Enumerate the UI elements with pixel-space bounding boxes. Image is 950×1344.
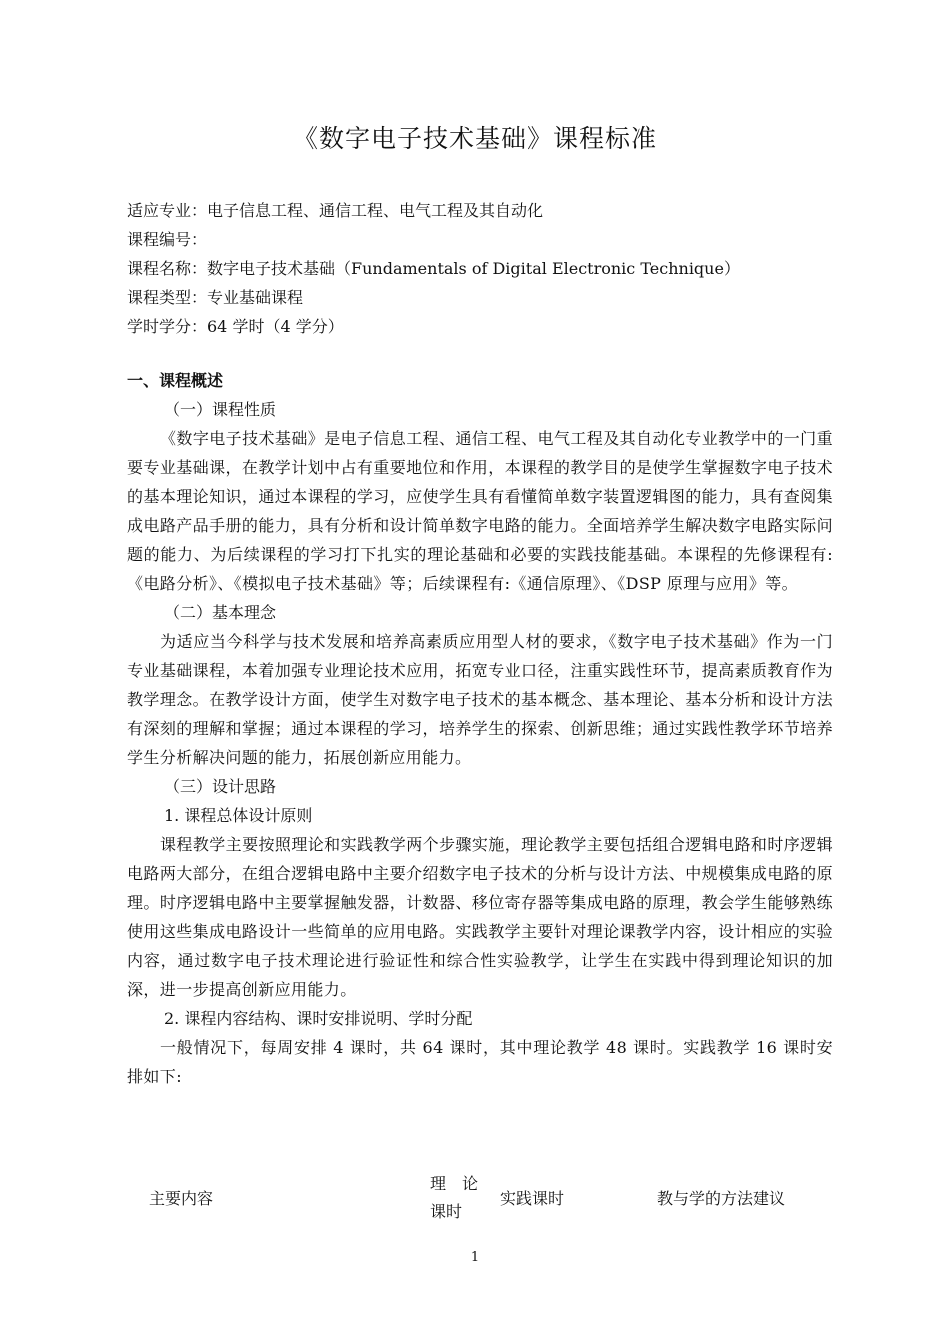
paragraph-philosophy: 为适应当今科学与技术发展和培养高素质应用型人材的要求，《数字电子技术基础》作为一门专业基础课程，本着加强专业理论技术应用，拓宽专业口径，注重实践性环节，提高素质教育作为教学理念。在教学设计方面，使学生对数字电子技术的基本概念、基本理论、基本分析和设计方法有深刻的理解和掌握；通过本课程的学习，培养学生的探索、创新思维；通过实践性教学环节培养学生分析解决问题的能力，拓展创新应用能力。 [127,632,833,767]
meta-major: 适应专业：电子信息工程、通信工程、电气工程及其自动化 [127,201,544,220]
table-header-practice-hours: 实践课时 [500,1189,565,1208]
document-body [127,366,833,1091]
subsection-content-structure: 2. 课程内容结构、课时安排说明、学时分配 [164,1009,473,1028]
subsection-design: （三）设计思路 [164,777,277,796]
page-number: 1 [470,1250,480,1265]
subsection-design-principle: 1. 课程总体设计原则 [164,806,313,825]
meta-credits: 学时学分：64 学时（4 学分） [127,317,344,336]
meta-name: 课程名称：数字电子技术基础（Fundamentals of Digital Electronic Technique） [127,259,740,278]
meta-type: 课程类型：专业基础课程 [127,288,304,307]
table-header-content: 主要内容 [149,1189,214,1208]
paragraph-nature: 《数字电子技术基础》是电子信息工程、通信工程、电气工程及其自动化专业教学中的一门重要专业基础课，在教学计划中占有重要地位和作用，本课程的教学目的是使学生掌握数字电子技术的基本理论知识，通过本课程的学习，应使学生具有看懂简单数字装置逻辑图的能力，具有查阅集成电路产品手册的能力，具有分析和设计简单数字电路的能力。全面培养学生解决数字电路实际问题的能力、为后续课程的学习打下扎实的理论基础和必要的实践技能基础。本课程的先修课程有:《电路分析》、《模拟电子技术基础》等；后续课程有:《通信原理》、《DSP 原理与应用》等。 [127,429,833,593]
table-header-theory-hours: 理 论课时 [430,1174,479,1221]
paragraph-design-principle: 课程教学主要按照理论和实践教学两个步骤实施，理论教学主要包括组合逻辑电路和时序逻辑电路两大部分，在组合逻辑电路中主要介绍数字电子技术的分析与设计方法、中规模集成电路的原理。时序逻辑电路中主要掌握触发器，计数器、移位寄存器等集成电路的原理，教会学生能够熟练使用这些集成电路设计一些简单的应用电路。实践教学主要针对理论课教学内容，设计相应的实验内容，通过数字电子技术理论进行验证性和综合性实验教学，让学生在实践中得到理论知识的加深，进一步提高创新应用能力。 [127,835,833,999]
course-meta [127,196,847,341]
section-heading: 一、课程概述 [127,371,224,390]
table-header-method: 教与学的方法建议 [657,1189,786,1208]
document-title: 《数字电子技术基础》课程标准 [292,124,657,153]
subsection-nature: （一）课程性质 [164,400,277,419]
subsection-philosophy: （二）基本理念 [164,603,277,622]
meta-code: 课程编号： [127,230,208,249]
paragraph-hours: 一般情况下，每周安排 4 课时，共 64 课时，其中理论教学 48 课时。实践教学 16 课时安排如下: [127,1038,833,1086]
